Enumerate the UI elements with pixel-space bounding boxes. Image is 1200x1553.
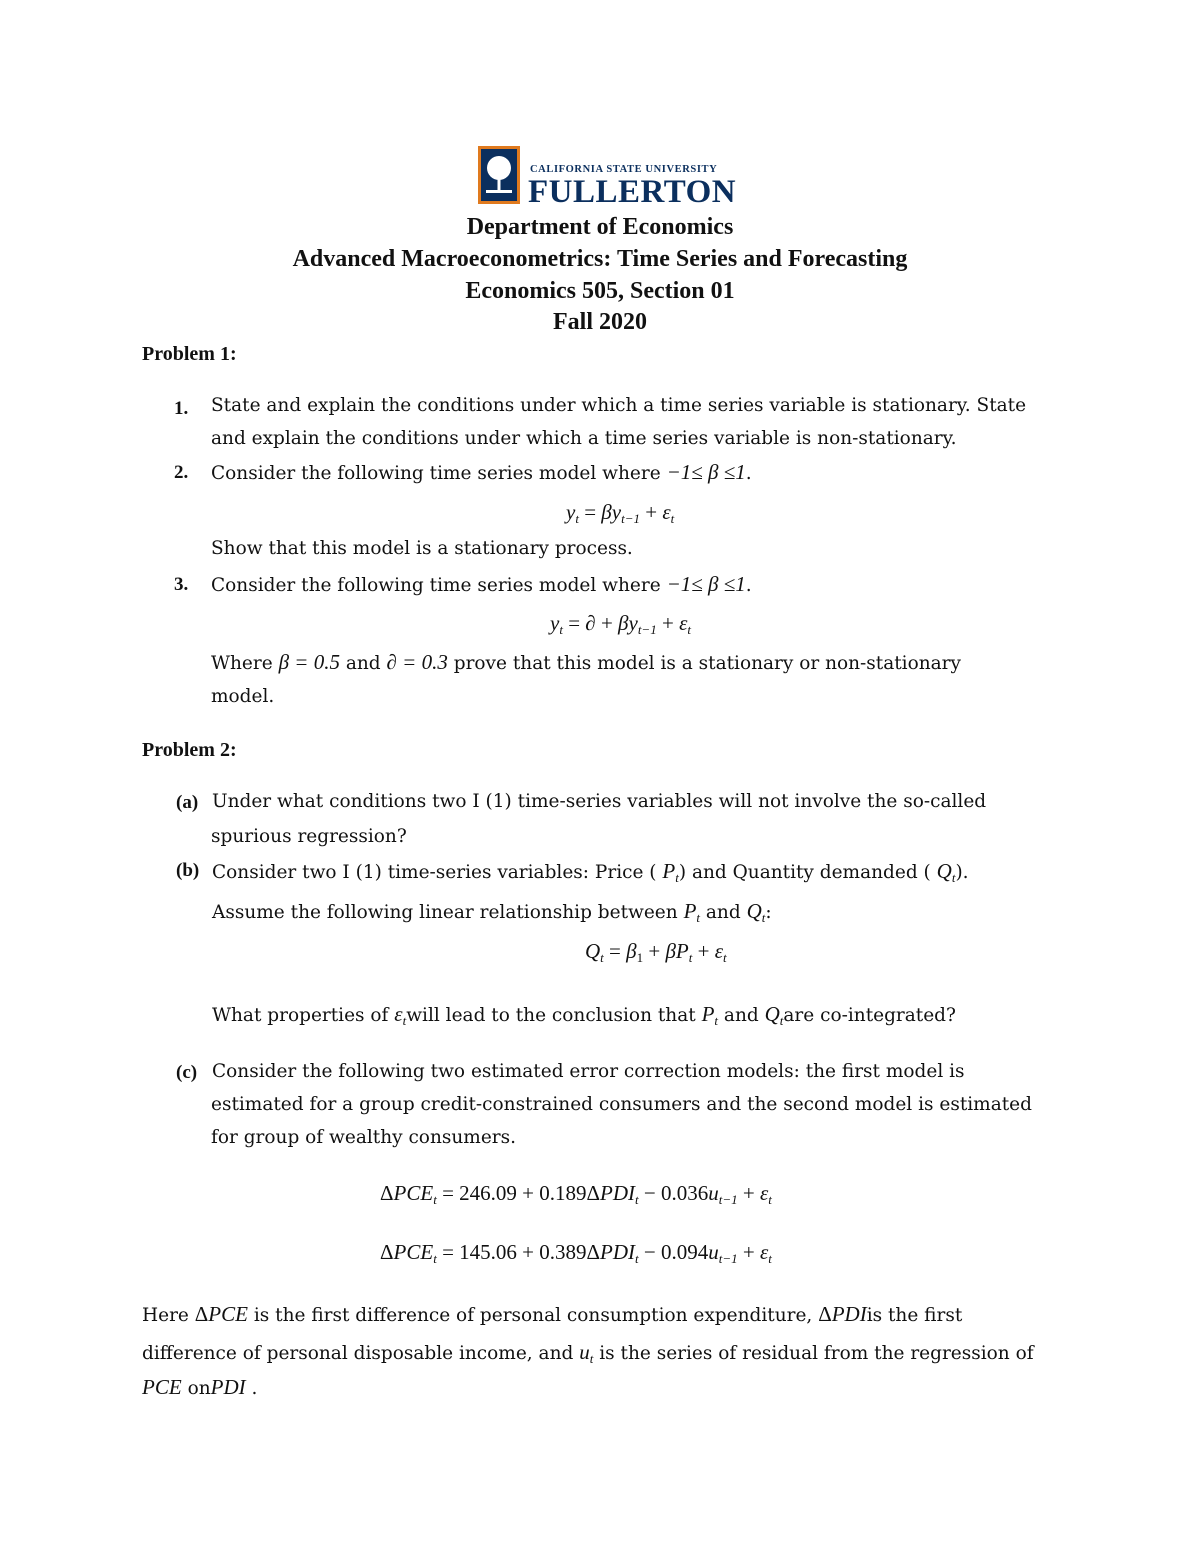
part-b-line-1b: ) and Quantity demanded ( xyxy=(678,862,931,883)
item-3-tail-2: model. xyxy=(211,686,275,707)
on-word: on xyxy=(187,1378,211,1399)
item-2-lead-text: Consider the following time series model where xyxy=(211,463,661,484)
here-word: Here xyxy=(142,1305,189,1326)
q-c: and xyxy=(723,1005,759,1026)
closing-line-2a: difference of personal disposable income, and xyxy=(142,1343,574,1364)
problem-2-heading: Problem 2: xyxy=(142,739,237,761)
part-b-question xyxy=(212,1002,956,1029)
closing-line-2 xyxy=(142,1340,1034,1367)
part-b-equation xyxy=(585,939,727,966)
item-2-equation xyxy=(566,500,674,527)
pce-symbol: PCE xyxy=(142,1375,182,1399)
closing-line-2b: is the series of residual from the regression of xyxy=(599,1343,1034,1364)
item-1-number: 1. xyxy=(174,398,189,419)
pdi-desc: is the first xyxy=(866,1305,963,1326)
delta-pce-symbol: ΔPCE xyxy=(194,1302,248,1326)
item-3-lead-text: Consider the following time series model where xyxy=(211,575,661,596)
beta-value: β = 0.5 xyxy=(278,650,340,674)
part-a-label: (a) xyxy=(176,792,199,813)
logo-line-2: FULLERTON xyxy=(528,174,737,210)
closing-line-1 xyxy=(142,1302,962,1327)
university-logo xyxy=(478,146,737,210)
part-a-line-2: spurious regression? xyxy=(211,826,407,847)
epsilon-symbol: $\varepsilon_t$ xyxy=(394,1002,407,1028)
item-3-lead: Consider the following time series model where −1≤ β ≤1. xyxy=(211,572,752,596)
part-c-line-3: for group of wealthy consumers. xyxy=(211,1127,516,1148)
part-b-line-2a: Assume the following linear relationship between xyxy=(212,902,678,923)
pce-desc: is the first difference of personal consumption expenditure, xyxy=(253,1305,813,1326)
term: Fall 2020 xyxy=(553,309,647,335)
part-b-line-2b: and xyxy=(705,902,741,923)
item-3-tail: prove that this model is a stationary or non-stationary xyxy=(453,653,961,674)
item-3-where-line xyxy=(211,650,961,675)
price-symbol: $P_t$ xyxy=(662,859,679,885)
pdi-symbol: PDI xyxy=(210,1375,246,1399)
residual-symbol: $u_t$ xyxy=(579,1340,594,1366)
price-symbol-3: $P_t$ xyxy=(701,1002,719,1028)
part-b-line-1c: ). xyxy=(955,862,969,883)
q-d: are co-integrated? xyxy=(783,1005,956,1026)
part-b-label: (b) xyxy=(176,860,200,881)
part-c-label: (c) xyxy=(176,1062,198,1083)
item-2-followup: Show that this model is a stationary process. xyxy=(211,538,633,559)
item-1-line-1: State and explain the conditions under which a time series variable is stationary. State xyxy=(211,395,1027,416)
ecm2-rendered: $\Delta PCE_t = 145.06 + 0.389\Delta PDI_t - 0.094u_{t-1} + \varepsilon_t$ xyxy=(380,1240,772,1266)
logo-line-1: CALIFORNIA STATE UNIVERSITY xyxy=(530,164,718,175)
problem-1-heading: Problem 1: xyxy=(142,343,237,365)
item-3-condition: −1≤ β ≤1 xyxy=(666,572,746,596)
eq-b-term: $Q_t = \beta_1 + \beta P_t + \varepsilon_t$ xyxy=(585,939,727,965)
q-b: will lead to the conclusion that xyxy=(406,1005,696,1026)
q-a: What properties of xyxy=(212,1005,389,1026)
closing-line-3 xyxy=(142,1375,257,1400)
part-b-line-1 xyxy=(212,859,969,886)
part-b-line-1a: Consider two I (1) time-series variables: Price ( xyxy=(212,862,657,883)
course-title: Advanced Macroeconometrics: Time Series and Forecasting xyxy=(292,246,908,272)
quantity-symbol-2: $Q_t$ xyxy=(746,899,766,925)
item-2-number: 2. xyxy=(174,462,189,483)
ecm-equation-2 xyxy=(380,1240,772,1267)
item-1-line-2: and explain the conditions under which a time series variable is non-stationary. xyxy=(211,428,957,449)
item-3-number: 3. xyxy=(174,574,189,595)
price-symbol-2: $P_t$ xyxy=(683,899,701,925)
ecm-equation-1 xyxy=(380,1181,772,1208)
eq2-term: $y_t = \beta y_{t-1} + \varepsilon_t$ xyxy=(566,500,675,526)
part-c-line-2: estimated for a group credit-constrained consumers and the second model is estimated xyxy=(211,1094,1032,1115)
ecm1-rendered: $\Delta PCE_t = 246.09 + 0.189\Delta PDI_t - 0.036u_{t-1} + \varepsilon_t$ xyxy=(380,1181,772,1207)
delta-pdi-symbol: ΔPDI xyxy=(818,1302,867,1326)
item-2-lead: Consider the following time series model where −1≤ β ≤1. xyxy=(211,460,752,484)
eq3-term: $y_t$ = ∂ + $\beta y_{t-1} + \varepsilon_t$ xyxy=(550,611,691,637)
department-heading: Department of Economics xyxy=(466,214,734,240)
tree-seal-icon xyxy=(478,146,520,204)
part-c-line-1: Consider the following two estimated error correction models: the first model is xyxy=(212,1061,965,1082)
part-a-line-1: Under what conditions two I (1) time-series variables will not involve the so-called xyxy=(212,791,987,812)
item-2-condition: −1≤ β ≤1 xyxy=(666,460,746,484)
item-3-equation xyxy=(550,611,691,638)
delta-value: ∂ = 0.3 xyxy=(386,650,448,674)
where-word: Where xyxy=(211,653,273,674)
part-b-line-2: Assume the following linear relationship between $P_t$ and $Q_t$: xyxy=(212,899,772,925)
and-word: and xyxy=(345,653,381,674)
course-section: Economics 505, Section 01 xyxy=(465,278,735,304)
closing-period: . xyxy=(251,1378,258,1399)
quantity-symbol-3: $Q_t$ xyxy=(764,1002,784,1028)
quantity-symbol: $Q_t$ xyxy=(936,859,956,885)
